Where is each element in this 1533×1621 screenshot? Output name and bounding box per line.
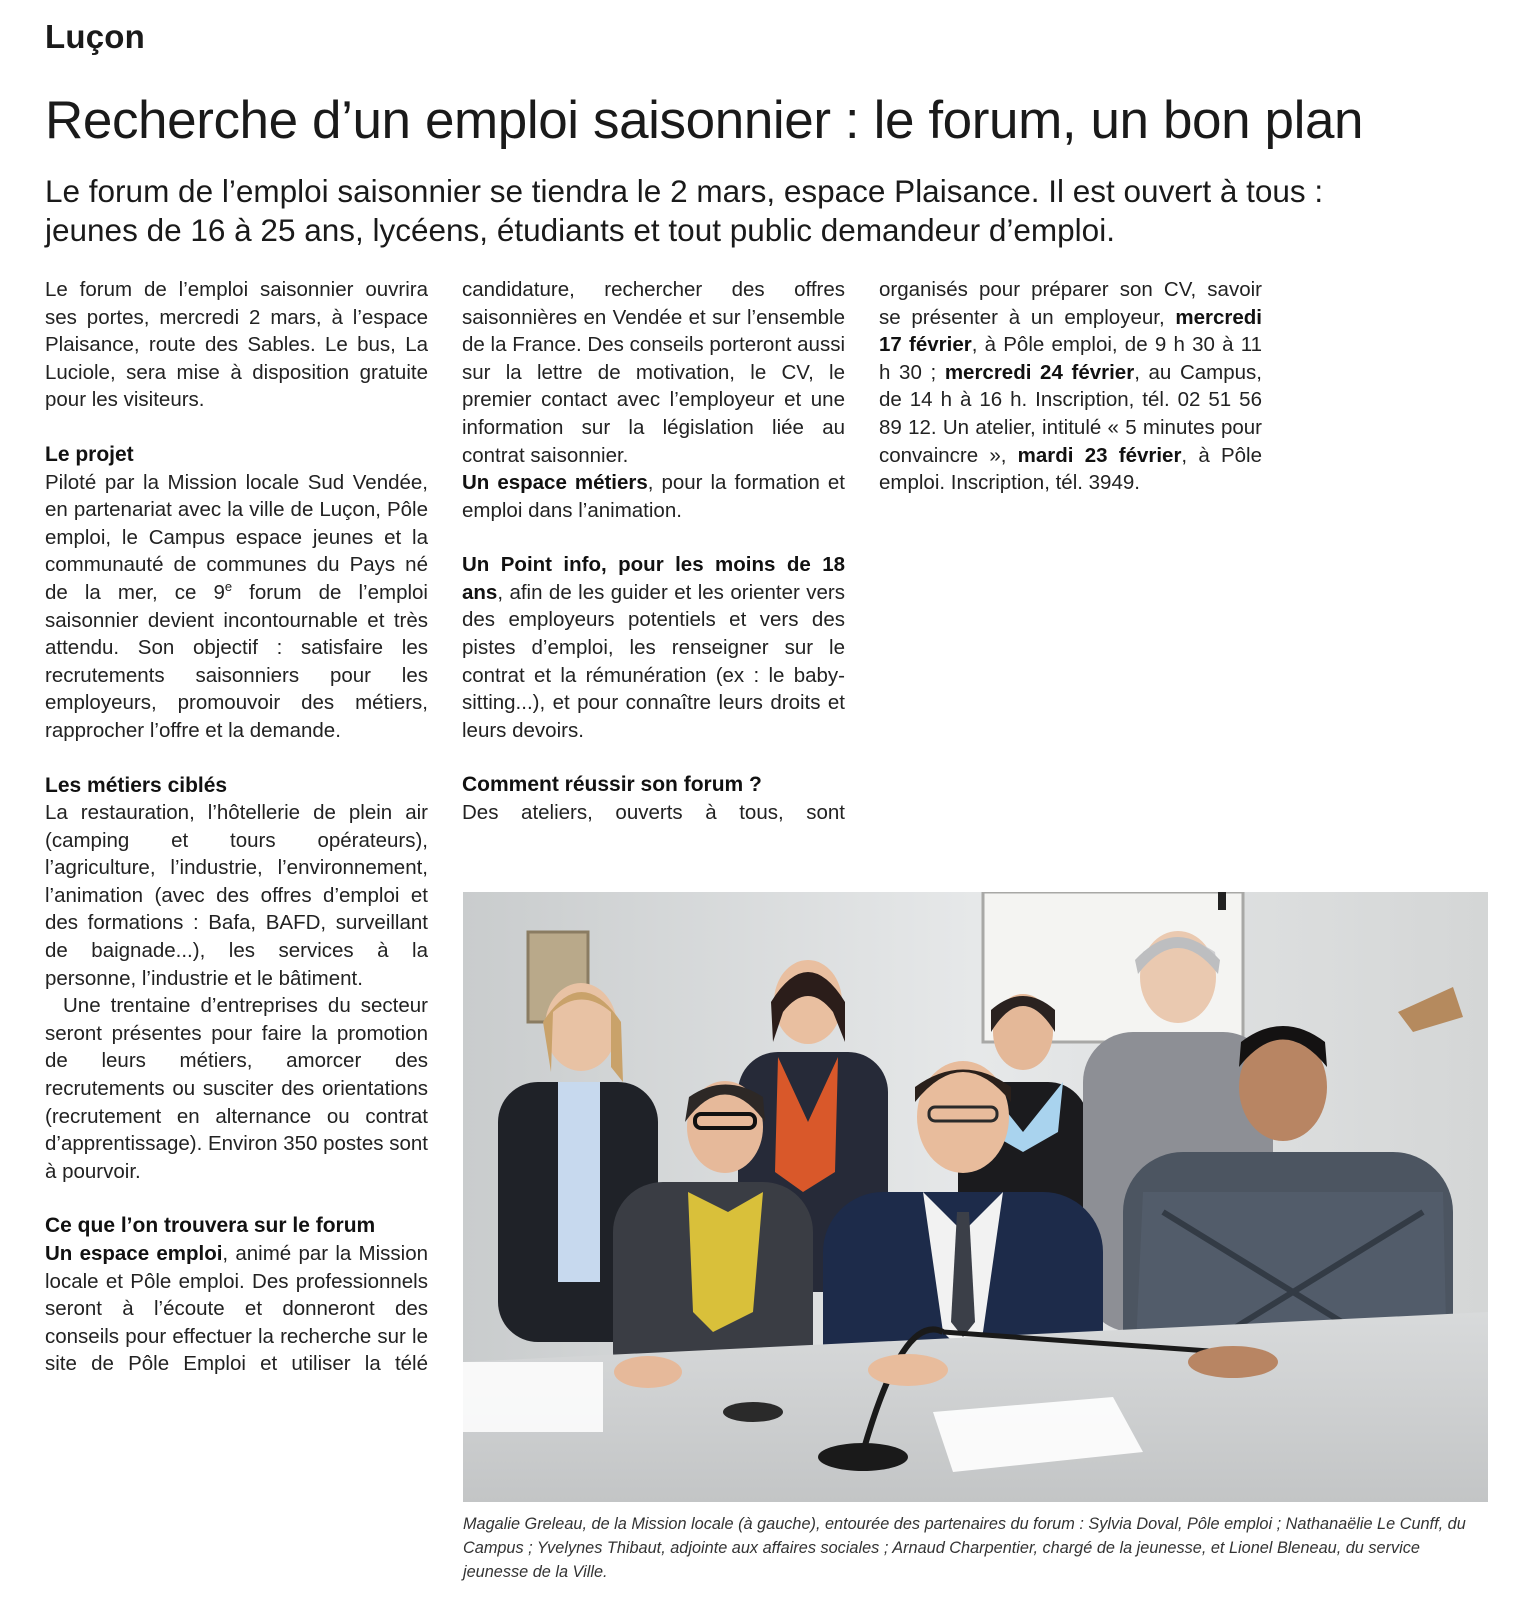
body-column-2 [462,276,845,826]
ateliers-paragraph: Des ateliers, ouverts à tous, sont [462,800,845,824]
article-headline: Recherche d’un emploi saisonnier : le forum, un bon plan [45,91,1364,150]
body-column-1 [45,276,428,1378]
heading-forum: Ce que l’on trouvera sur le forum [45,1214,376,1238]
point-info-paragraph: Un Point info, pour les moins de 18 ans, afin de les guider et les orienter vers des employeurs potentiels et vers des pistes d’emploi, les renseigner sur le contrat et la rémunération (ex : le baby-sitting...), et pour connaître leurs droits et leurs devoirs. [462,553,845,742]
metiers-paragraph: La restauration, l’hôtellerie de plein air (camping et tours opérateurs), l’agriculture, l’industrie, l’environnement, l’animation (avec des offres d’emploi et des formations : Bafa, BAFD, surveillant de baignade...), les services à la personne, l’industrie et le bâtiment. [45,801,428,990]
heading-metiers: Les métiers ciblés [45,773,228,797]
group-photo-illustration [463,892,1488,1502]
lead-line: jeunes de 16 à 25 ans, lycéens, étudiants et tout public demandeur d’emploi. [45,212,1115,248]
intro-paragraph: Le forum de l’emploi saisonnier ouvrira ses portes, mercredi 2 mars, à l’espace Plaisance, route des Sables. Le bus, La Luciole, sera mise à disposition gratuite pour les visiteurs. [45,278,428,412]
section-kicker: Luçon [45,18,145,55]
body-column-3 [879,276,1262,526]
espace-metiers-paragraph: Un espace métiers, pour la formation et emploi dans l’animation. [462,471,845,522]
photo-caption: Magalie Greleau, de la Mission locale (à gauche), entourée des partenaires du forum : Sylvia Doval, Pôle emploi ; Nathanaëlie Le Cunff, du Campus ; Yvelynes Thibaut, adjointe aux affaires sociales ; Arnaud Charpentier, chargé de la jeunesse, et Lionel Bleneau, du service jeunesse de la Ville. [463,1515,1466,1581]
article-lead [45,172,1495,250]
espace-emploi-continued: candidature, rechercher des offres saisonnières en Vendée et sur l’ensemble de la France. Des conseils porteront aussi sur la lettre de motivation, le CV, le premier contact avec l’employeur et une information sur la législation liée au contrat saisonnier. [462,277,845,467]
ateliers-continued: organisés pour préparer son CV, savoir se présenter à un employeur, mercredi 17 février, à Pôle emploi, de 9 h 30 à 11 h 30 ; mercredi 24 février, au Campus, de 14 h à 16 h. Inscription, tél. 02 51 56 89 12. Un atelier, intitulé « 5 minutes pour convaincre », mardi 23 février, à Pôle emploi. Inscription, tél. 3949. [879,278,1262,495]
heading-projet: Le projet [45,442,134,466]
espace-emploi-paragraph: Un espace emploi, animé par la Mission locale et Pôle emploi. Des professionnels seront à l’écoute et donneront des conseils pour effectuer la recherche sur le site de Pôle Emploi et utiliser la télé [45,1242,428,1376]
group-photo [463,892,1488,1502]
heading-reussir: Comment réussir son forum ? [462,773,762,797]
lead-line: Le forum de l’emploi saisonnier se tiendra le 2 mars, espace Plaisance. Il est ouvert à tous : [45,173,1324,209]
entreprises-paragraph: Une trentaine d’entreprises du secteur seront présentes pour faire la promotion de leurs métiers, amorcer des recrutements ou susciter des orientations (recrutement en alternance ou contrat d’apprentissage). Environ 350 postes sont à pourvoir. [45,994,428,1183]
projet-paragraph: Piloté par la Mission locale Sud Vendée, en partenariat avec la ville de Luçon, Pôle emploi, le Campus espace jeunes et la communauté de communes du Pays né de la mer, ce 9e forum de l’emploi saisonnier devient incontournable et très attendu. Son objectif : satisfaire les recrutements saisonniers pour les employeurs, promouvoir des métiers, rapprocher l’offre et la demande. [45,470,428,742]
